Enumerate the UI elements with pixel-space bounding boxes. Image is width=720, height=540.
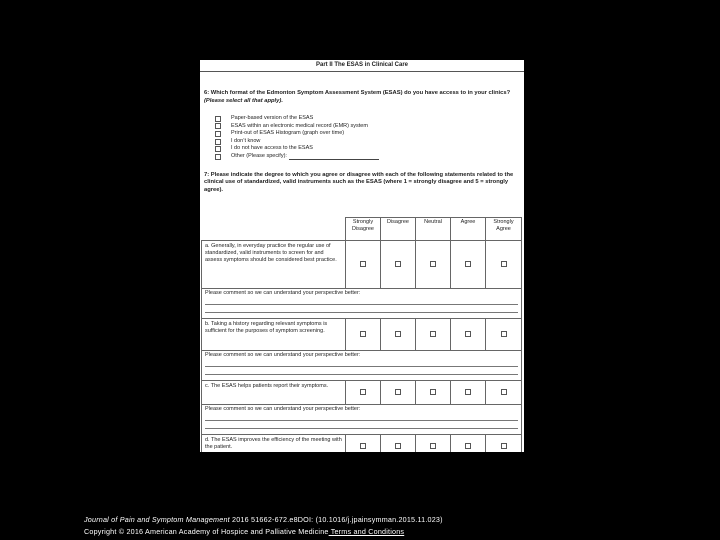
- survey-page: [200, 60, 524, 452]
- comment-prompt-a: Please comment so we can understand your perspective better:: [205, 290, 361, 296]
- comment-line[interactable]: [205, 297, 518, 305]
- checkbox-icon[interactable]: [360, 261, 366, 267]
- statement-row-d: [202, 435, 522, 453]
- checkbox-icon[interactable]: [465, 331, 471, 337]
- checkbox-icon[interactable]: [360, 443, 366, 449]
- comment-line[interactable]: [205, 305, 518, 313]
- copyright-line: [84, 526, 714, 538]
- grid-corner: [202, 218, 346, 241]
- header-strongly-agree: Strongly Agree: [486, 218, 522, 241]
- statement-b-text: b. Taking a history regarding relevant symptoms is sufficient for the purposes of symptom screening.: [202, 319, 346, 351]
- comment-row-b: [202, 351, 522, 381]
- header-disagree: Disagree: [381, 218, 416, 241]
- statement-d-text: d. The ESAS improves the efficiency of the meeting with the patient.: [202, 435, 346, 453]
- checkbox-icon[interactable]: [501, 389, 507, 395]
- comment-row-a: [202, 289, 522, 319]
- option-paper[interactable]: Paper-based version of the ESAS: [215, 115, 524, 123]
- option-other[interactable]: Other (Please specify):: [215, 153, 524, 161]
- checkbox-icon[interactable]: [360, 389, 366, 395]
- checkbox-icon[interactable]: [215, 123, 221, 129]
- question-6-note: (Please select all that apply).: [204, 97, 283, 104]
- checkbox-icon[interactable]: [465, 443, 471, 449]
- statement-a-text: a. Generally, in everyday practice the regular use of standardized, valid instruments to screen for and assess symptoms should be considered best practice.: [202, 241, 346, 289]
- checkbox-icon[interactable]: [501, 261, 507, 267]
- checkbox-icon[interactable]: [215, 146, 221, 152]
- header-strongly-disagree: Strongly Disagree: [346, 218, 381, 241]
- grid-header-row: [202, 218, 522, 241]
- comment-line[interactable]: [205, 413, 518, 421]
- part-title: Part II The ESAS in Clinical Care: [200, 60, 524, 72]
- header-agree: Agree: [451, 218, 486, 241]
- comment-row-c: [202, 405, 522, 435]
- option-histogram[interactable]: Print-out of ESAS Histogram (graph over time): [215, 130, 524, 138]
- comment-line[interactable]: [205, 359, 518, 367]
- checkbox-icon[interactable]: [215, 131, 221, 137]
- checkbox-icon[interactable]: [430, 389, 436, 395]
- comment-prompt-c: Please comment so we can understand your perspective better:: [205, 406, 361, 412]
- statement-row-b: [202, 319, 522, 351]
- citation-line: [84, 514, 714, 526]
- checkbox-icon[interactable]: [395, 389, 401, 395]
- checkbox-icon[interactable]: [430, 261, 436, 267]
- citation-text: 2016 51662-672.e8DOI: (10.1016/j.jpainsymman.2015.11.023): [229, 515, 443, 524]
- checkbox-icon[interactable]: [395, 443, 401, 449]
- agreement-grid: [201, 217, 522, 452]
- checkbox-icon[interactable]: [395, 331, 401, 337]
- checkbox-icon[interactable]: [501, 331, 507, 337]
- statement-row-a: [202, 241, 522, 289]
- question-6: [200, 90, 524, 105]
- question-7: 7: Please indicate the degree to which you agree or disagree with each of the following statements related to the clinical use of standardized, valid instruments such as the ESAS (where 1 = strongly disagree and 5 = strongly agree).: [204, 171, 514, 193]
- checkbox-icon[interactable]: [215, 139, 221, 145]
- comment-line[interactable]: [205, 421, 518, 429]
- checkbox-icon[interactable]: [465, 261, 471, 267]
- comment-line[interactable]: [205, 367, 518, 375]
- statement-c-text: c. The ESAS helps patients report their symptoms.: [202, 381, 346, 405]
- figure-caption: [84, 514, 714, 538]
- option-dont-know[interactable]: I don’t know: [215, 138, 524, 146]
- checkbox-icon[interactable]: [395, 261, 401, 267]
- question-6-text: 6: Which format of the Edmonton Symptom Assessment System (ESAS) do you have access to in your clinics?: [204, 90, 511, 96]
- header-neutral: Neutral: [416, 218, 451, 241]
- option-emr[interactable]: ESAS within an electronic medical record (EMR) system: [215, 123, 524, 131]
- other-specify-field[interactable]: [289, 154, 379, 160]
- journal-name: Journal of Pain and Symptom Management: [84, 515, 230, 524]
- terms-link[interactable]: Terms and Conditions: [328, 527, 405, 536]
- checkbox-icon[interactable]: [430, 443, 436, 449]
- checkbox-icon[interactable]: [465, 389, 471, 395]
- checkbox-icon[interactable]: [215, 116, 221, 122]
- checkbox-icon[interactable]: [501, 443, 507, 449]
- option-no-access[interactable]: I do not have access to the ESAS: [215, 145, 524, 153]
- comment-prompt-b: Please comment so we can understand your perspective better:: [205, 352, 361, 358]
- checkbox-icon[interactable]: [215, 154, 221, 160]
- checkbox-icon[interactable]: [360, 331, 366, 337]
- question-6-options: [200, 115, 524, 161]
- checkbox-icon[interactable]: [430, 331, 436, 337]
- statement-row-c: [202, 381, 522, 405]
- copyright-text: Copyright © 2016 American Academy of Hospice and Palliative Medicine: [84, 527, 329, 536]
